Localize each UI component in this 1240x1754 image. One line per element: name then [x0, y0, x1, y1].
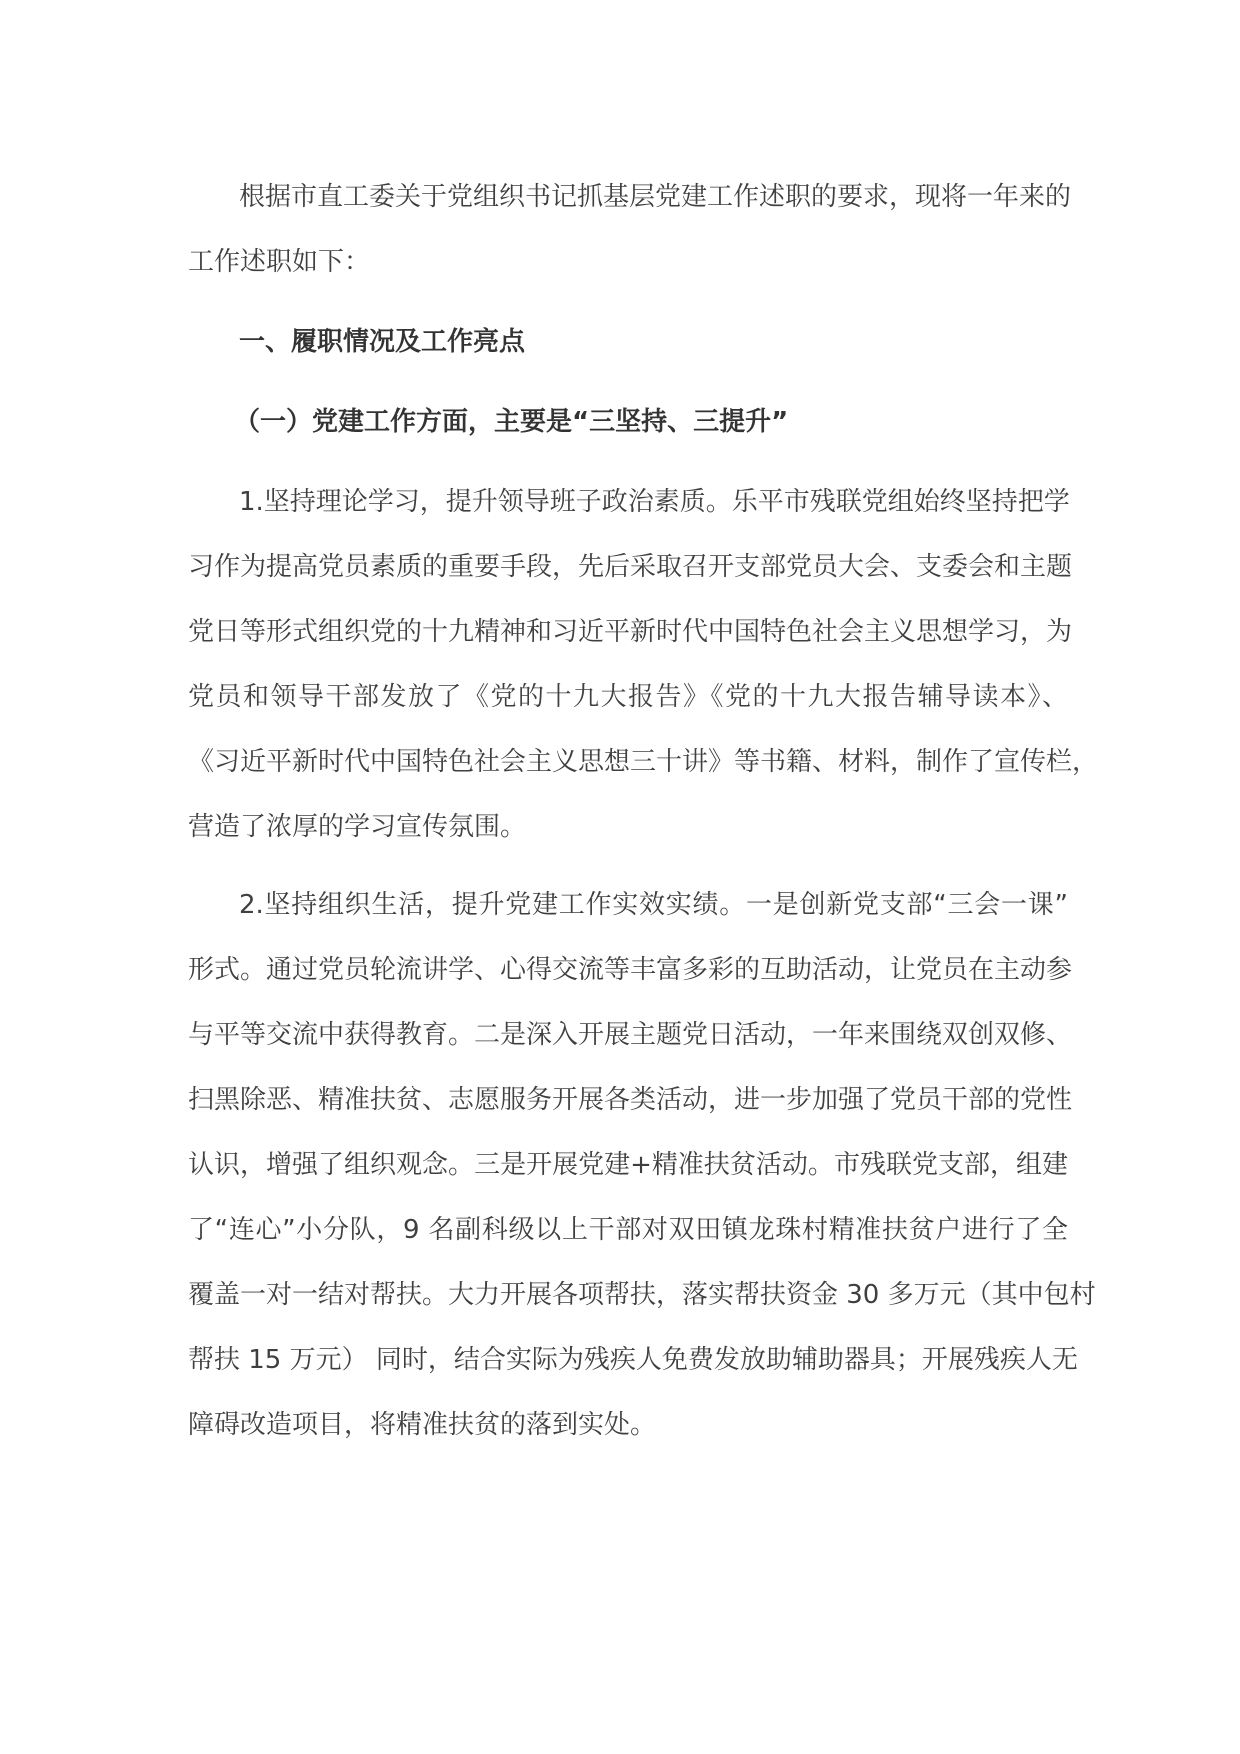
text-line: 形式。通过党员轮流讲学、心得交流等丰富多彩的互助活动，让党员在主动参 [188, 955, 1073, 985]
text-line: 扫黑除恶、精准扶贫、志愿服务开展各类活动，进一步加强了党员干部的党性 [188, 1085, 1073, 1115]
paragraph-theory-study [188, 470, 1099, 860]
subheading-text: （一）党建工作方面，主要是“三坚持、三提升” [234, 407, 789, 437]
subsection-heading [188, 390, 1068, 455]
text-line: 与平等交流中获得教育。二是深入开展主题党日活动，一年来围绕双创双修、 [188, 1020, 1073, 1050]
text-line: 党员和领导干部发放了《党的十九大报告》《党的十九大报告辅导读本》、 [188, 682, 1068, 712]
text-line: 《习近平新时代中国特色社会主义思想三十讲》等书籍、材料，制作了宣传栏， [188, 747, 1099, 777]
text-line: 2.坚持组织生活，提升党建工作实效实绩。一是创新党支部“三会一课” [239, 890, 1068, 920]
text-line: 1.坚持理论学习，提升领导班子政治素质。乐平市残联党组始终坚持把学 [239, 487, 1070, 517]
text-line: 根据市直工委关于党组织书记抓基层党建工作述职的要求，现将一年来的 [239, 182, 1072, 212]
text-line: 认识，增强了组织观念。三是开展党建+精准扶贫活动。市残联党支部，组建 [188, 1150, 1068, 1180]
text-line: 覆盖一对一结对帮扶。大力开展各项帮扶，落实帮扶资金 30 多万元（其中包村 [188, 1280, 1096, 1310]
text-line: 了“连心”小分队，9 名副科级以上干部对双田镇龙珠村精准扶贫户进行了全 [188, 1215, 1068, 1245]
heading-text: 一、履职情况及工作亮点 [239, 327, 526, 357]
text-line: 习作为提高党员素质的重要手段，先后采取召开支部党员大会、支委会和主题 [188, 552, 1073, 582]
text-line: 帮扶 15 万元） 同时，结合实际为残疾人免费发放助辅助器具；开展残疾人无 [188, 1345, 1078, 1375]
section-heading [188, 310, 1068, 375]
text-line: 障碍改造项目，将精准扶贫的落到实处。 [188, 1410, 657, 1440]
paragraph-organization-life [188, 873, 1096, 1458]
intro-paragraph [188, 165, 1072, 295]
text-line: 工作述职如下： [188, 247, 371, 277]
text-line: 党日等形式组织党的十九精神和习近平新时代中国特色社会主义思想学习，为 [188, 617, 1073, 647]
text-line: 营造了浓厚的学习宣传氛围。 [188, 812, 527, 842]
